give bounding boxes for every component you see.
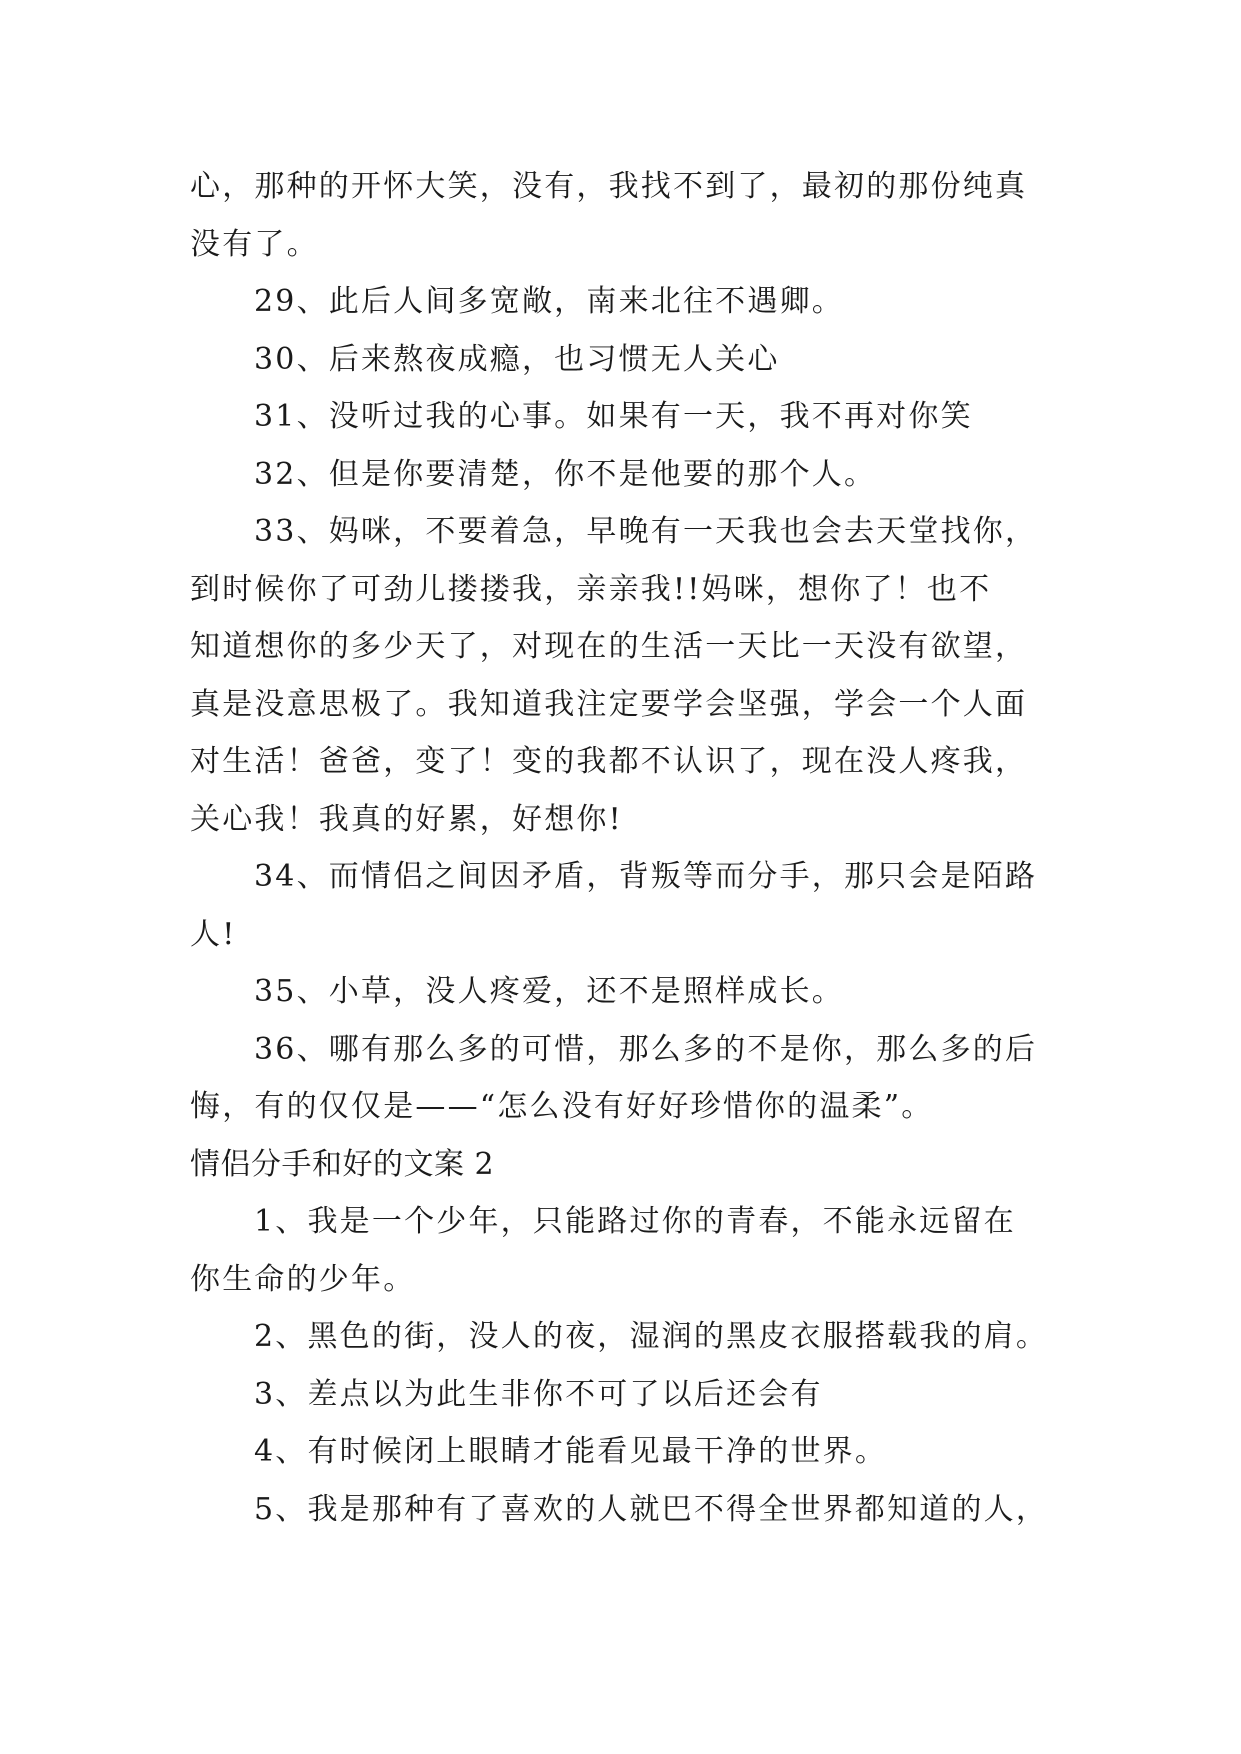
text-line: 悔，有的仅仅是——“怎么没有好好珍惜你的温柔”。 <box>190 1089 934 1124</box>
text-line: 真是没意思极了。我知道我注定要学会坚强，学会一个人面 <box>190 686 1028 722</box>
text-line: 30、后来熬夜成瘾，也习惯无人关心 <box>254 341 780 377</box>
text-line: 没有了。 <box>190 226 319 262</box>
document-body <box>190 158 1050 1538</box>
text-line: 2、黑色的街，没人的夜，湿润的黑皮衣服搭载我的肩。 <box>254 1319 1049 1354</box>
text-line: 34、而情侣之间因矛盾，背叛等而分手，那只会是陌路 <box>254 859 1038 894</box>
text-line: 知道想你的多少天了，对现在的生活一天比一天没有欲望， <box>190 629 1028 664</box>
text-line: 心，那种的开怀大笑，没有，我找不到了，最初的那份纯真 <box>190 169 1028 204</box>
text-line: 35、小草，没人疼爱，还不是照样成长。 <box>254 974 844 1009</box>
text-line: 31、没听过我的心事。如果有一天，我不再对你笑 <box>254 399 973 434</box>
text-line: 5、我是那种有了喜欢的人就巴不得全世界都知道的人， <box>254 1491 1049 1527</box>
text-line: 你生命的少年。 <box>190 1261 416 1297</box>
text-line: 人! <box>190 916 237 952</box>
text-line: 33、妈咪，不要着急，早晚有一天我也会去天堂找你， <box>254 514 1038 549</box>
text-line: 32、但是你要清楚，你不是他要的那个人。 <box>254 456 877 492</box>
text-line: 3、差点以为此生非你不可了以后还会有 <box>254 1376 823 1412</box>
text-line: 到时候你了可劲儿搂搂我，亲亲我!!妈咪，想你了！也不 <box>190 571 992 607</box>
section-heading: 情侣分手和好的文案 2 <box>190 1146 495 1182</box>
text-line: 29、此后人间多宽敞，南来北往不遇卿。 <box>254 284 844 319</box>
text-line: 1、我是一个少年，只能路过你的青春，不能永远留在 <box>254 1204 1016 1239</box>
text-line: 关心我！我真的好累，好想你! <box>190 801 623 837</box>
text-line: 36、哪有那么多的可惜，那么多的不是你，那么多的后 <box>254 1031 1038 1067</box>
text-line: 4、有时候闭上眼睛才能看见最干净的世界。 <box>254 1434 888 1469</box>
text-line: 对生活！爸爸，变了！变的我都不认识了，现在没人疼我， <box>190 744 1028 779</box>
